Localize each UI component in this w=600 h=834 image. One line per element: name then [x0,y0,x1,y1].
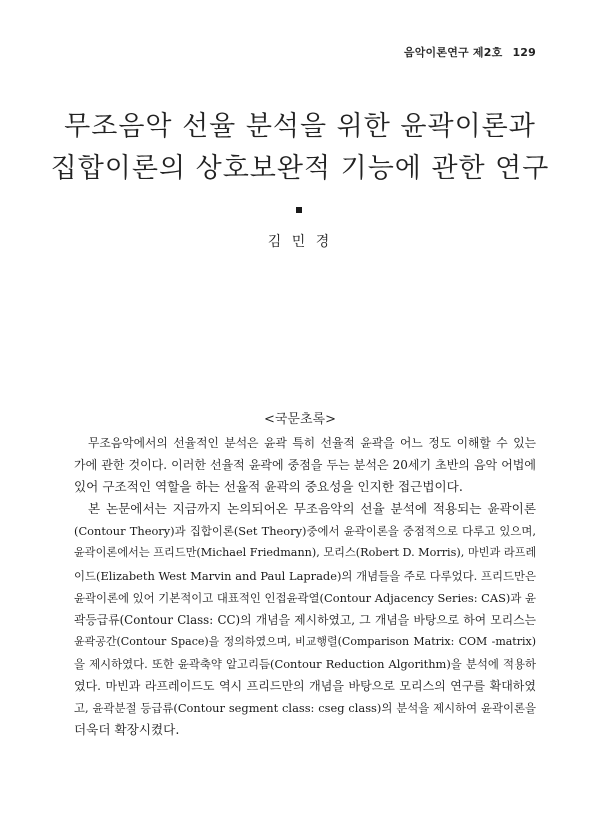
abstract-line: 이드(Elizabeth West Marvin and Paul Laprade)의 개념들을 주로 다루었다. 프리드만은 [74,568,536,583]
abstract-line: 윤곽공간(Contour Space)을 정의하였으며, 비교행렬(Comparison Matrix: COM -matrix) [74,634,536,648]
abstract-line: 가에 관한 것이다. 이러한 선율적 윤곽에 중점을 두는 분석은 20세기 초반의 음악 어법에 [74,458,536,473]
author-name: 김 민 경 [267,234,333,250]
journal-name: 음악이론연구 제2호 [403,46,503,59]
abstract-line: 있어 구조적인 역할을 하는 선율적 윤곽의 중요성을 인지한 접근법이다. [74,479,463,495]
page-number: 129 [512,46,536,59]
abstract-line: 고, 윤곽분절 등급류(Contour segment class: cseg class)의 분석을 제시하여 윤곽이론을 [74,701,536,716]
abstract-body [74,432,536,741]
abstract-line: 본 논문에서는 지금까지 논의되어온 무조음악의 선율 분석에 적용되는 윤곽이론 [88,501,536,517]
abstract-line: 곽등급류(Contour Class: CC)의 개념을 제시하였고, 그 개념을 바탕으로 하여 모리스는 [74,612,536,627]
abstract-line: 였다. 마빈과 라프레이드도 역시 프리드만의 개념을 바탕으로 모리스의 연구를 확대하였 [74,679,536,694]
title-line-2: 집합이론의 상호보완적 기능에 관한 연구 [50,153,550,184]
abstract-line: 무조음악에서의 선율적인 분석은 윤곽 특히 선율적 윤곽을 어느 정도 이해할 수 있는 [88,436,536,450]
running-header [404,44,536,60]
abstract-line: 더욱더 확장시켰다. [74,722,180,738]
abstract-heading: <국문초록> [263,412,337,427]
abstract-line: (Contour Theory)과 집합이론(Set Theory)중에서 윤곽이론을 중점적으로 다루고 있으며, [74,524,536,539]
abstract-line: 을 제시하였다. 또한 윤곽축약 알고리듬(Contour Reduction Algorithm)을 분석에 적용하 [74,656,536,671]
title-line-1: 무조음악 선율 분석을 위한 윤곽이론과 [64,111,536,142]
separator-square-icon [296,207,302,213]
abstract-line: 윤곽이론에서는 프리드만(Michael Friedmann), 모리스(Robert D. Morris), 마빈과 라프레 [74,546,537,560]
abstract-line: 윤곽이론에 있어 기본적이고 대표적인 인접윤곽열(Contour Adjacency Series: CAS)과 윤 [74,590,536,605]
